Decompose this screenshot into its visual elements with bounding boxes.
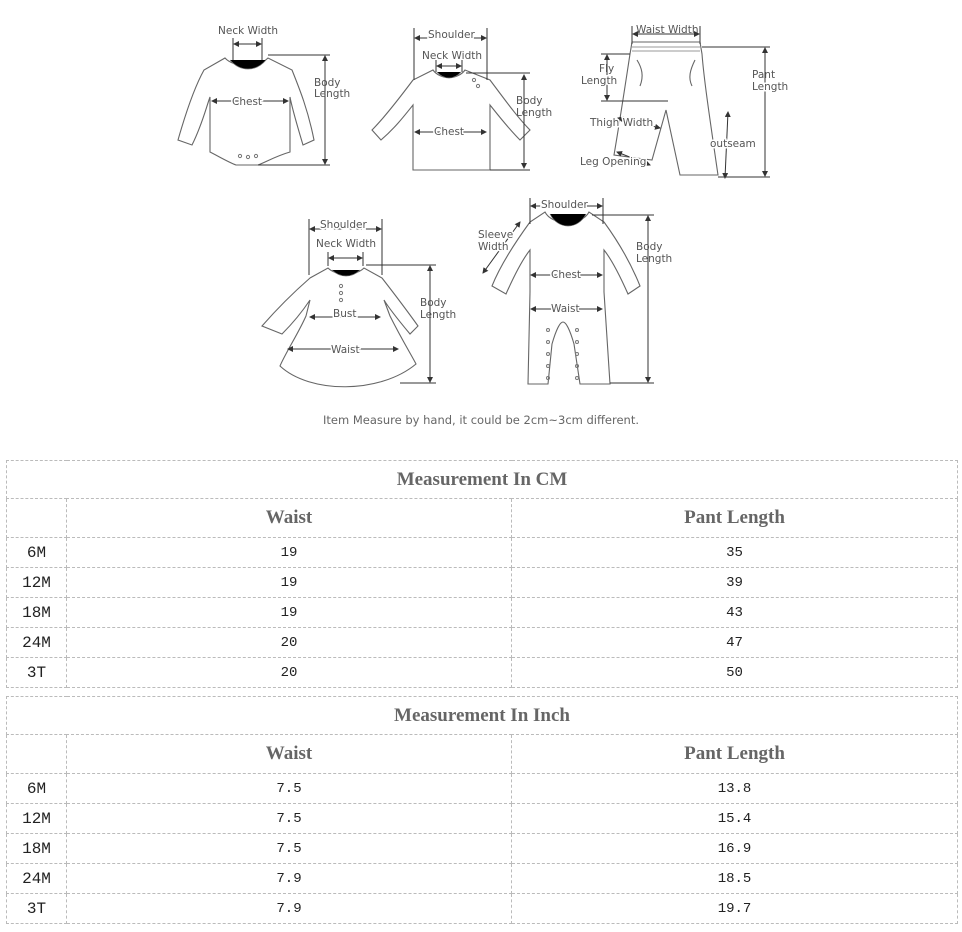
label-body-5: Body (636, 241, 663, 253)
label-body-1: Body (314, 77, 341, 89)
label-fly: Fly (599, 63, 615, 75)
label-thigh-width: Thigh Width (590, 117, 654, 129)
table-row (7, 804, 958, 834)
label-length-5: Length (636, 253, 673, 265)
pant-length-value: 18.5 (512, 864, 958, 894)
pant-length-value: 43 (512, 598, 958, 628)
table-row (7, 538, 958, 568)
size-label: 6M (7, 538, 67, 568)
table-inch (6, 696, 958, 924)
label-bust: Bust (333, 308, 357, 320)
label-fly-length: Length (581, 75, 618, 87)
header-pant-length: Pant Length (512, 735, 958, 774)
label-shoulder-4: Shoulder (320, 219, 367, 231)
table-row (7, 658, 958, 688)
size-label: 24M (7, 628, 67, 658)
size-label: 12M (7, 804, 67, 834)
label-sleeve: Sleeve (478, 229, 514, 241)
size-label: 18M (7, 598, 67, 628)
waist-value: 7.5 (67, 804, 512, 834)
label-length-1: Length (314, 88, 351, 100)
size-label: 3T (7, 658, 67, 688)
size-label: 12M (7, 568, 67, 598)
label-waist-4: Waist (331, 344, 360, 356)
label-chest-2: Chest (434, 126, 465, 138)
romper-figure (483, 198, 654, 384)
label-body-2: Body (516, 95, 543, 107)
waist-value: 20 (67, 658, 512, 688)
waist-value: 7.5 (67, 834, 512, 864)
label-length-4: Length (420, 309, 457, 321)
label-waist-5: Waist (551, 303, 580, 315)
label-neck-width-2: Neck Width (422, 50, 483, 62)
label-shoulder-5: Shoulder (541, 199, 588, 211)
label-neck-width-1: Neck Width (218, 25, 279, 37)
label-sleeve-width: Width (478, 241, 509, 253)
label-chest-5: Chest (551, 269, 582, 281)
waist-value: 19 (67, 598, 512, 628)
size-label: 24M (7, 864, 67, 894)
measure-caption: Item Measure by hand, it could be 2cm~3cm different. (322, 413, 640, 427)
size-label: 3T (7, 894, 67, 924)
table-row (7, 568, 958, 598)
label-body-4: Body (420, 297, 447, 309)
label-pant: Pant (752, 69, 776, 81)
table-row (7, 894, 958, 924)
waist-value: 20 (67, 628, 512, 658)
table-title: Measurement In Inch (7, 697, 958, 735)
pant-length-value: 13.8 (512, 774, 958, 804)
label-leg-opening: Leg Opening (580, 156, 647, 168)
pant-length-value: 47 (512, 628, 958, 658)
label-chest-1: Chest (232, 96, 263, 108)
header-pant-length: Pant Length (512, 499, 958, 538)
pant-length-value: 50 (512, 658, 958, 688)
header-blank (7, 499, 67, 538)
table-row (7, 834, 958, 864)
pant-length-value: 39 (512, 568, 958, 598)
label-neck-width-4: Neck Width (316, 238, 377, 250)
label-waist-width: Waist Width (636, 24, 699, 36)
pant-length-value: 15.4 (512, 804, 958, 834)
size-label: 6M (7, 774, 67, 804)
pant-length-value: 16.9 (512, 834, 958, 864)
table-title: Measurement In CM (7, 461, 958, 499)
waist-value: 19 (67, 568, 512, 598)
label-outseam: outseam (710, 138, 756, 150)
measurement-diagram (0, 0, 962, 440)
waist-value: 7.9 (67, 894, 512, 924)
header-blank (7, 735, 67, 774)
label-pant-length: Length (752, 81, 789, 93)
waist-value: 7.9 (67, 864, 512, 894)
header-waist: Waist (67, 499, 512, 538)
table-row (7, 598, 958, 628)
label-length-2: Length (516, 107, 553, 119)
pant-length-value: 35 (512, 538, 958, 568)
waist-value: 19 (67, 538, 512, 568)
label-shoulder-2: Shoulder (428, 29, 475, 41)
size-label: 18M (7, 834, 67, 864)
table-cm (6, 460, 958, 688)
pant-length-value: 19.7 (512, 894, 958, 924)
table-row (7, 864, 958, 894)
waist-value: 7.5 (67, 774, 512, 804)
header-waist: Waist (67, 735, 512, 774)
table-row (7, 774, 958, 804)
table-row (7, 628, 958, 658)
